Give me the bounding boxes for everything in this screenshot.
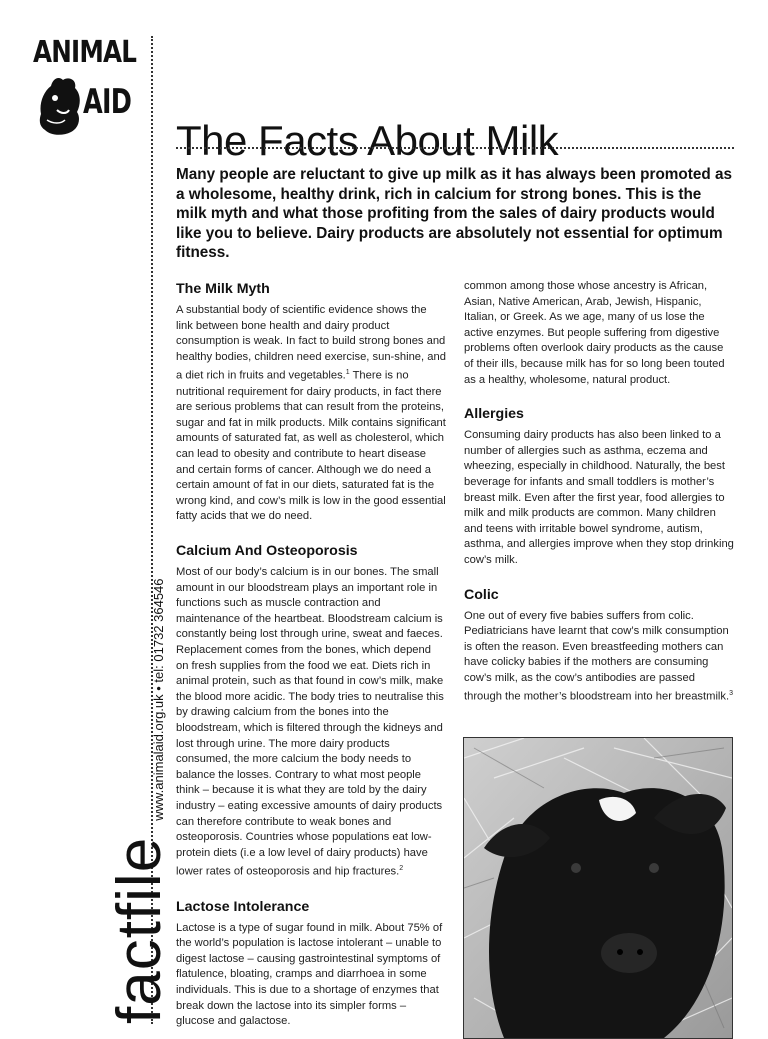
fox-silhouette-icon [35,74,85,136]
calcium-body: Most of our body’s calcium is in our bones. The small amount in our bloodstream plays an important role in functions such as muscle contraction and maintenance of the heartbeat. Bloodstream calcium is constantly being lost through urine, sweat and faeces. Replacement comes from the bones, which depend on fresh supplies from the food we eat. Diets rich in animal protein, such as that found in cow’s milk, make the blood more acidic. The body tries to neutralise this by drawing calcium from the bones into the bloodstream, which is filtered through the kidneys and lost through urine. The more dairy products consumed, the more calcium the body needs to balance the losses. Contrary to what most people think – because it is what they are told by the dairy industry – eating excessive amounts of dairy products can therefore contribute to weak bones and osteoporosis. Countries whose populations eat low-protein diets (i.e a low level of dairy products) have lower rates of osteoporosis and hip fractures.$^2$ [176,566,444,879]
allergies-body: Consuming dairy products has also been linked to a number of allergies such as asthma, eczema and wheezing, especially in childhood. Naturally, the best beverage for infants and small toddlers is mother’s breast milk. Even after the first year, food allergies to milk and milk products are common. Many children and teens with irritable bowel syndrome, autism, asthma, and allergies improve when they stop drinking cow’s milk. [464,429,734,566]
milk-myth-body: A substantial body of scientific evidence shows the link between bone health and dairy product consumption is weak. In fact to build strong bones and healthy bodies, children need exercise, sun-shine, and a diet rich in fruits and vegetables.$^1$ There is no nutritional requirement for dairy products, in fact there are serious problems that can result from the proteins, sugar and fat in milk products. Milk contains significant amounts of saturated fat, as well as cholesterol, which can lead to obesity and contribute to heart disease and certain forms of cancer. Although we do need a certain amount of fat in our diets, saturated fat is the wrong kind, and cow’s milk is low in the good essential fatty acids that we do need. [176,304,446,523]
factfile-word: factfile [105,836,174,1024]
colic-body: One out of every five babies suffers from colic. Pediatricians have learnt that cow’s milk consumption is often the reason. Even breastfeeding mothers can have colicky babies if the mothers are consuming cow’s milk, as the cow’s antibodies are passed through the mother’s bloodstream into her breastmilk.$^3$ [464,609,734,704]
heading-calcium: Calcium And Osteoporosis [176,543,358,560]
heading-milk-myth: The Milk Myth [176,281,270,297]
animal-aid-logo [33,34,137,142]
horizontal-dotted-rule [176,147,734,149]
side-label [105,578,174,1024]
heading-colic: Colic [464,586,499,603]
heading-allergies: Allergies [464,406,524,423]
logo-line2: AID [83,82,132,122]
column-left [176,280,446,1030]
calf-photo [463,737,733,1039]
lead-paragraph: Many people are reluctant to give up milk as it has always been promoted as a wholesome, healthy drink, rich in calcium for strong bones. This is the milk myth and what those profiting from the sales of dairy products would like you to believe. Dairy products are absolutely not essential for optimum fitness. [176,166,732,261]
logo-line1: ANIMAL [33,35,137,70]
column-right [464,279,734,706]
heading-lactose: Lactose Intolerance [176,898,310,915]
lactose-body: Lactose is a type of sugar found in milk. About 75% of the world’s population is lactose intolerant – unable to digest lactose – causing gastrointestinal symptoms of flatulence, bloating, cramps and diarrhoea in some individuals. This is due to a shortage of enzymes that break down the lactose into its simpler forms – glucose and galactose. [176,921,443,1028]
lactose-continued-body: common among those whose ancestry is African, Asian, Native American, Arab, Jewish, Hispanic, Italian, or Greek. As we age, many of us lose the active enzymes. But people suffering from digestive problems often overlook dairy products as the cause of their ills, because milk has for so long been touted as a healthy, wholesome, natural product. [464,280,725,386]
contact-info: www.animalaid.org.uk • tel: 01732 364546 [151,578,166,821]
page-title: The Facts About Milk [176,117,559,165]
